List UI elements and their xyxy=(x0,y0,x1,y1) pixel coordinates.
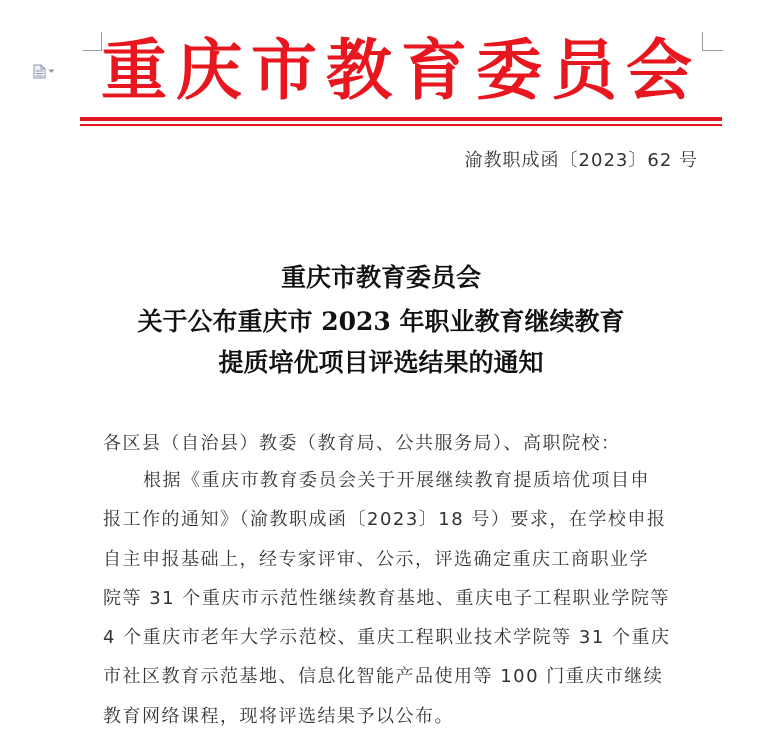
paragraph-line: 报工作的通知》（渝教职成函〔2023〕18 号）要求，在学校申报 xyxy=(103,509,667,531)
red-header-rule-thin xyxy=(80,124,722,126)
paragraph-line: 院等 31 个重庆市示范性继续教育基地、重庆电子工程职业学院等 xyxy=(103,587,670,609)
paragraph-line: 根据《重庆市教育委员会关于开展继续教育提质培优项目申 xyxy=(143,470,650,491)
title-line-1: 重庆市教育委员会 xyxy=(280,263,481,292)
paragraph-line: 4 个重庆市老年大学示范校、重庆工程职业技术学院等 31 个重庆 xyxy=(103,627,671,649)
paragraph-line: 教育网络课程，现将评选结果予以公布。 xyxy=(103,705,454,727)
title-line-2: 关于公布重庆市 2023 年职业教育继续教育 xyxy=(137,307,625,336)
paragraph-line: 自主申报基础上，经专家评审、公示，评选确定重庆工商职业学 xyxy=(103,548,649,570)
title-line-3: 提质培优项目评选结果的通知 xyxy=(218,348,544,377)
document-number: 渝教职成函〔2023〕62 号 xyxy=(464,150,698,171)
paragraph-line: 市社区教育示范基地、信息化智能产品使用等 100 门重庆市继续 xyxy=(103,666,664,688)
salutation: 各区县（自治县）教委（教育局、公共服务局）、高职院校： xyxy=(103,433,621,454)
agency-name-header: 重庆市教育委员会 xyxy=(101,31,701,109)
red-header-rule-thick xyxy=(80,117,722,121)
body-paragraph xyxy=(103,461,703,736)
chevron-down-icon xyxy=(48,69,55,74)
document-menu-button[interactable] xyxy=(33,64,55,79)
document-icon xyxy=(33,64,46,79)
